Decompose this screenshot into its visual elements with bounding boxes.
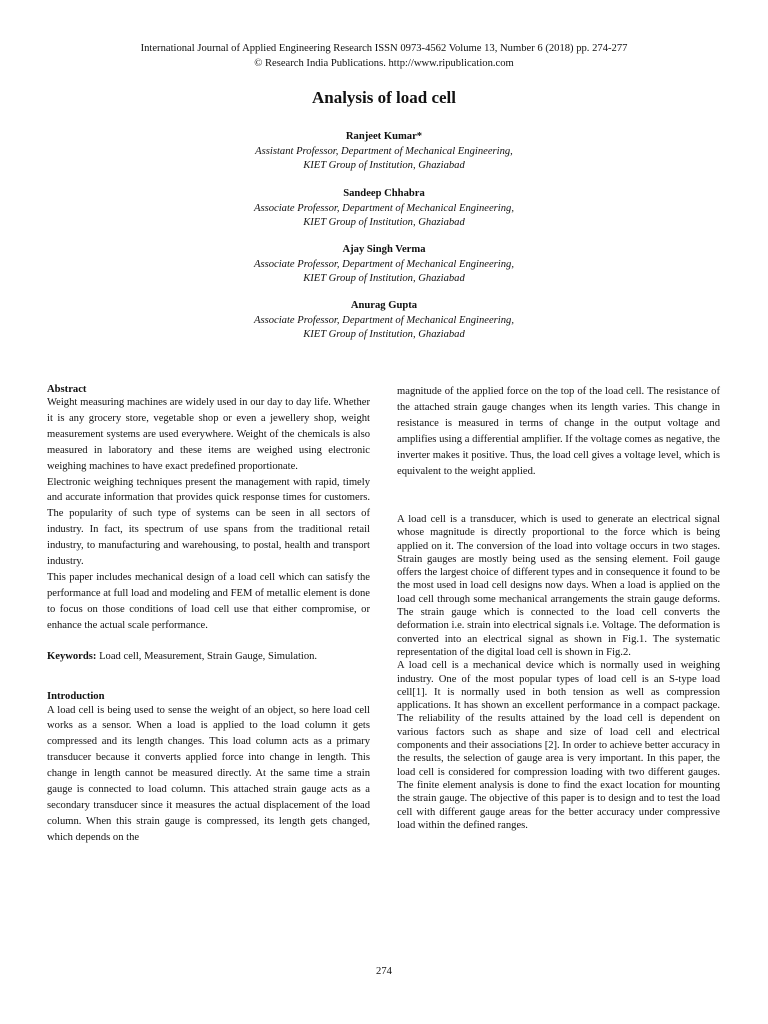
keywords-label: Keywords:	[47, 650, 97, 662]
author-institution: KIET Group of Institution, Ghaziabad	[303, 329, 465, 340]
author-position: Associate Professor, Department of Mechanical Engineering,	[254, 202, 514, 214]
abstract-paragraph: This paper includes mechanical design of a load cell which can satisfy the performance at full load and modeling and FEM of metallic element is done to focus on those conditions of load cell use that either compromise, or enhance the actual scale performance.	[47, 571, 370, 631]
introduction-paragraph: A load cell is being used to sense the weight of an object, so here load cell works as a sensor. When a load is applied to the load column it gets compressed and its length changes. This load column acts as a primary transducer because it converts applied force into change in length. This change in length cannot be measured directly. At the same time a strain gauge is connected to load column. This attached strain gauge acts as a secondary transducer since it measures the actual displacement of the load column. When this strain gauge is compressed, its length gets changed, which depends on the	[47, 704, 370, 843]
journal-citation: International Journal of Applied Engineering Research ISSN 0973-4562 Volume 13, Number 6 (2018) pp. 274-277	[140, 43, 628, 54]
author-name: Anurag Gupta	[350, 300, 418, 311]
author-position: Assistant Professor, Department of Mechanical Engineering,	[255, 145, 513, 157]
body-paragraph: magnitude of the applied force on the top of the load cell. The resistance of the attached strain gauge changes when its length varies. This change in resistance is measured in terms of change in the output voltage and amplifies using a differential amplifier. If the voltage comes as negative, the inverter makes it positive. Thus, the load cell gives a voltage level, which is equivalent to the weight applied.	[397, 386, 720, 477]
introduction-heading: Introduction	[47, 690, 105, 702]
author-institution: KIET Group of Institution, Ghaziabad	[303, 273, 465, 284]
author-name: Ranjeet Kumar*	[345, 131, 423, 142]
author-block	[0, 187, 768, 231]
author-institution: KIET Group of Institution, Ghaziabad	[303, 160, 465, 171]
body-paragraph: A load cell is a mechanical device which is normally used in weighing industry. One of the most popular types of load cell is an S-type load cell[1]. It is normally used in both tension as well as compression applications. It has shown an excellent performance in a compact package. The reliability of the results attained by the load cell is dependent on various factors such as shape and size of load cell and electrical components and their associations [2]. In order to achieve better accuracy in the results, the selection of gauge area is very important. In this paper, the load cell is considered for compression loading with two different gauges. The finite element analysis is done to find the exact location for mounting the strain gauge. The objective of this paper is to design and to test the load cell with different gauge areas for the better accuracy under compressive load within the defined ranges.	[397, 660, 720, 831]
author-name: Ajay Singh Verma	[342, 244, 426, 255]
abstract-paragraph: Weight measuring machines are widely used in our day to day life. Whether it is any grocery store, vegetable shop or even a jewellery shop, weight measurement systems are used everywhere. Weight of the chemicals is also measured in laboratory and these items are weighed using electronic weighing machines to have exact predefined proportionate.	[47, 397, 370, 472]
body-paragraph: A load cell is a transducer, which is used to generate an electrical signal whose magnitude is directly proportional to the force which is being applied on it. The conversion of the load into voltage occurs in two stages. Strain gauges are mostly being used as the sensing element. Foil gauge offers the largest choice of different types and in consequence it found to be the most used in load cell designs now days. When a load is applied on the load cell through some mechanical arrangements the strain gauge deforms. The strain gauge which is connected to the load cell converts the deformation i.e. strain into electrical signals i.e. Voltage. The deformation is converted into an electrical signal as shown in Fig.1. The systematic representation of the digital load cell is shown in Fig.2.	[397, 514, 720, 658]
author-position: Associate Professor, Department of Mechanical Engineering,	[254, 314, 514, 326]
paper-title: Analysis of load cell	[311, 88, 457, 107]
right-column-bottom	[397, 513, 720, 832]
author-block	[0, 243, 768, 287]
publisher-line: © Research India Publications. http://www.ripublication.com	[254, 58, 514, 69]
abstract-heading: Abstract	[47, 384, 87, 395]
keywords	[47, 649, 370, 665]
author-institution: KIET Group of Institution, Ghaziabad	[303, 217, 465, 228]
right-column-top	[397, 384, 720, 479]
page-number: 274	[376, 966, 392, 977]
left-column	[47, 384, 370, 846]
keywords-text: Load cell, Measurement, Strain Gauge, Simulation.	[96, 650, 318, 662]
author-block	[0, 299, 768, 343]
author-block	[0, 130, 768, 174]
author-name: Sandeep Chhabra	[343, 188, 425, 199]
author-position: Associate Professor, Department of Mechanical Engineering,	[254, 258, 514, 270]
journal-header	[0, 41, 768, 71]
abstract-paragraph: Electronic weighing techniques present the management with rapid, timely and accurate information that provides quick response times for customers. The popularity of such type of systems can be seen in all sectors of industry. In fact, its spectrum of use spans from the traditional retail industry, to manufacturing and warehousing, to postal, health and transport industry.	[47, 476, 370, 568]
